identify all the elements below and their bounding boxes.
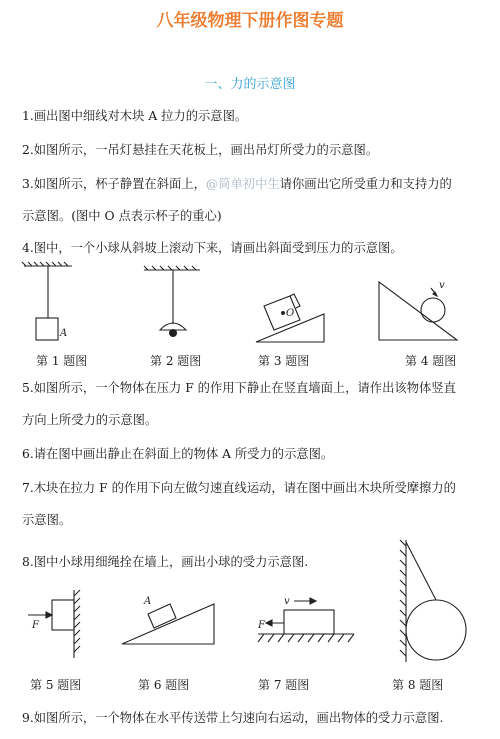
figure-3 (250, 288, 330, 348)
caption-3: 第 3 题图 (258, 354, 310, 368)
question-7-line-2: 示意图。 (22, 513, 72, 527)
figure-7-velocity-label: v (284, 596, 290, 607)
figure-4-velocity-label: v (439, 280, 445, 291)
question-3-line-2: 示意图。(图中 O 点表示杯子的重心) (22, 209, 222, 223)
section-heading: 一、力的示意图 (204, 77, 296, 92)
question-2: 2.如图所示，一吊灯悬挂在天花板上，画出吊灯所受力的示意图。 (22, 143, 379, 157)
figure-1 (20, 262, 90, 342)
question-5-line-2: 方向上所受力的示意图。 (22, 413, 158, 427)
caption-1: 第 1 题图 (36, 354, 88, 368)
figure-7 (254, 592, 364, 652)
figure-2 (140, 266, 210, 346)
question-3-line-1 (22, 174, 452, 192)
caption-7: 第 7 题图 (258, 678, 310, 692)
caption-5: 第 5 题图 (30, 678, 82, 692)
figure-5 (24, 588, 94, 660)
caption-4: 第 4 题图 (405, 354, 457, 368)
page-title: 八年级物理下册作图专题 (156, 11, 344, 31)
question-4: 4.图中，一个小球从斜坡上滚动下来，请画出斜面受到压力的示意图。 (22, 241, 403, 255)
figure-3-center-label: O (286, 308, 295, 319)
question-7-line-1: 7.木块在拉力 F 的作用下向左做匀速直线运动，请在图中画出木块所受摩擦力的 (22, 481, 456, 495)
question-3-text-b: 请你画出它所受重力和支持力的 (279, 177, 452, 191)
figure-1-block-label: A (60, 328, 68, 339)
caption-2: 第 2 题图 (150, 354, 202, 368)
question-5-line-1: 5.如图所示，一个物体在压力 F 的作用下静止在竖直墙面上，请作出该物体竖直 (22, 381, 456, 395)
caption-8: 第 8 题图 (392, 678, 444, 692)
figure-8 (396, 538, 476, 666)
question-9: 9.如图所示，一个物体在水平传送带上匀速向右运动，画出物体的受力示意图. (22, 711, 444, 725)
watermark: @简单初中生 (205, 177, 280, 191)
figure-4 (375, 276, 465, 346)
figure-6 (118, 590, 218, 650)
figure-5-force-label: F (32, 620, 39, 631)
question-8: 8.图中小球用细绳拴在墙上，画出小球的受力示意图. (22, 555, 309, 569)
figure-7-force-label: F (258, 620, 265, 631)
question-6: 6.请在图中画出静止在斜面上的物体 A 所受力的示意图。 (22, 447, 334, 461)
caption-6: 第 6 题图 (138, 678, 190, 692)
question-1: 1.画出图中细线对木块 A 拉力的示意图。 (22, 109, 248, 123)
question-3-text-a: 3.如图所示，杯子静置在斜面上， (22, 177, 206, 191)
figure-6-block-label: A (144, 596, 152, 607)
